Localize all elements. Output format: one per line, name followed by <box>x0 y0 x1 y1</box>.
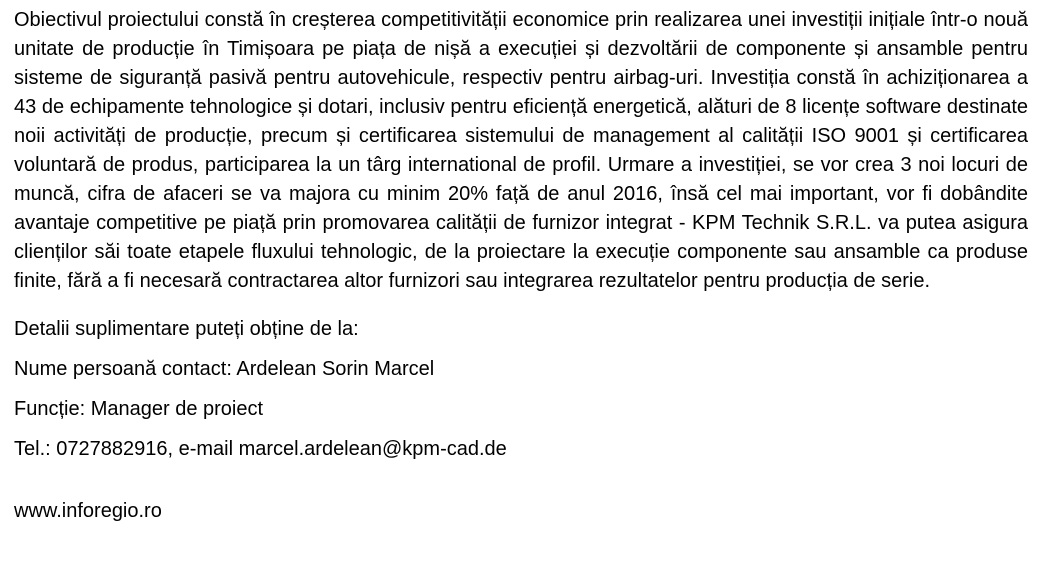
contact-tel-email-line: Tel.: 0727882916, e-mail marcel.ardelean@kpm-cad.de <box>14 438 507 460</box>
website-url: www.inforegio.ro <box>14 500 162 522</box>
details-intro-line: Detalii suplimentare puteți obține de la: <box>14 318 359 340</box>
contact-role-line: Funcție: Manager de proiect <box>14 398 264 420</box>
contact-name-line: Nume persoană contact: Ardelean Sorin Marcel <box>14 358 435 380</box>
project-description-paragraph: Obiectivul proiectului constă în creșterea competitivității economice prin realizarea unei investiții inițiale într-o nouă unitate de producție în Timișoara pe piața de nișă a execuției și dezvoltării de componente și ansamble pentru sisteme de siguranță pasivă pentru autovehicule, respectiv pentru airbag-uri. Investiția constă în achiziționarea a 43 de echipamente tehnologice și dotari, inclusiv pentru eficiență energetică, alături de 8 licențe software destinate noii activități de producție, precum și certificarea sistemului de management al calității ISO 9001 și certificarea voluntară de produs, participarea la un târg international de profil. Urmare a investiției, se vor crea 3 noi locuri de muncă, cifra de afaceri se va majora cu minim 20% față de anul 2016, însă cel mai important, vor fi dobândite avantaje competitive pe piață prin promovarea calității de furnizor integrat - KPM Technik S.R.L. va putea asigura clienților săi toate etapele fluxului tehnologic, de la proiectare la execuție componente sau ansamble ca produse finite, fără a fi necesară contractarea altor furnizori sau integrarea rezultatelor pentru producția de serie. <box>14 9 1028 292</box>
